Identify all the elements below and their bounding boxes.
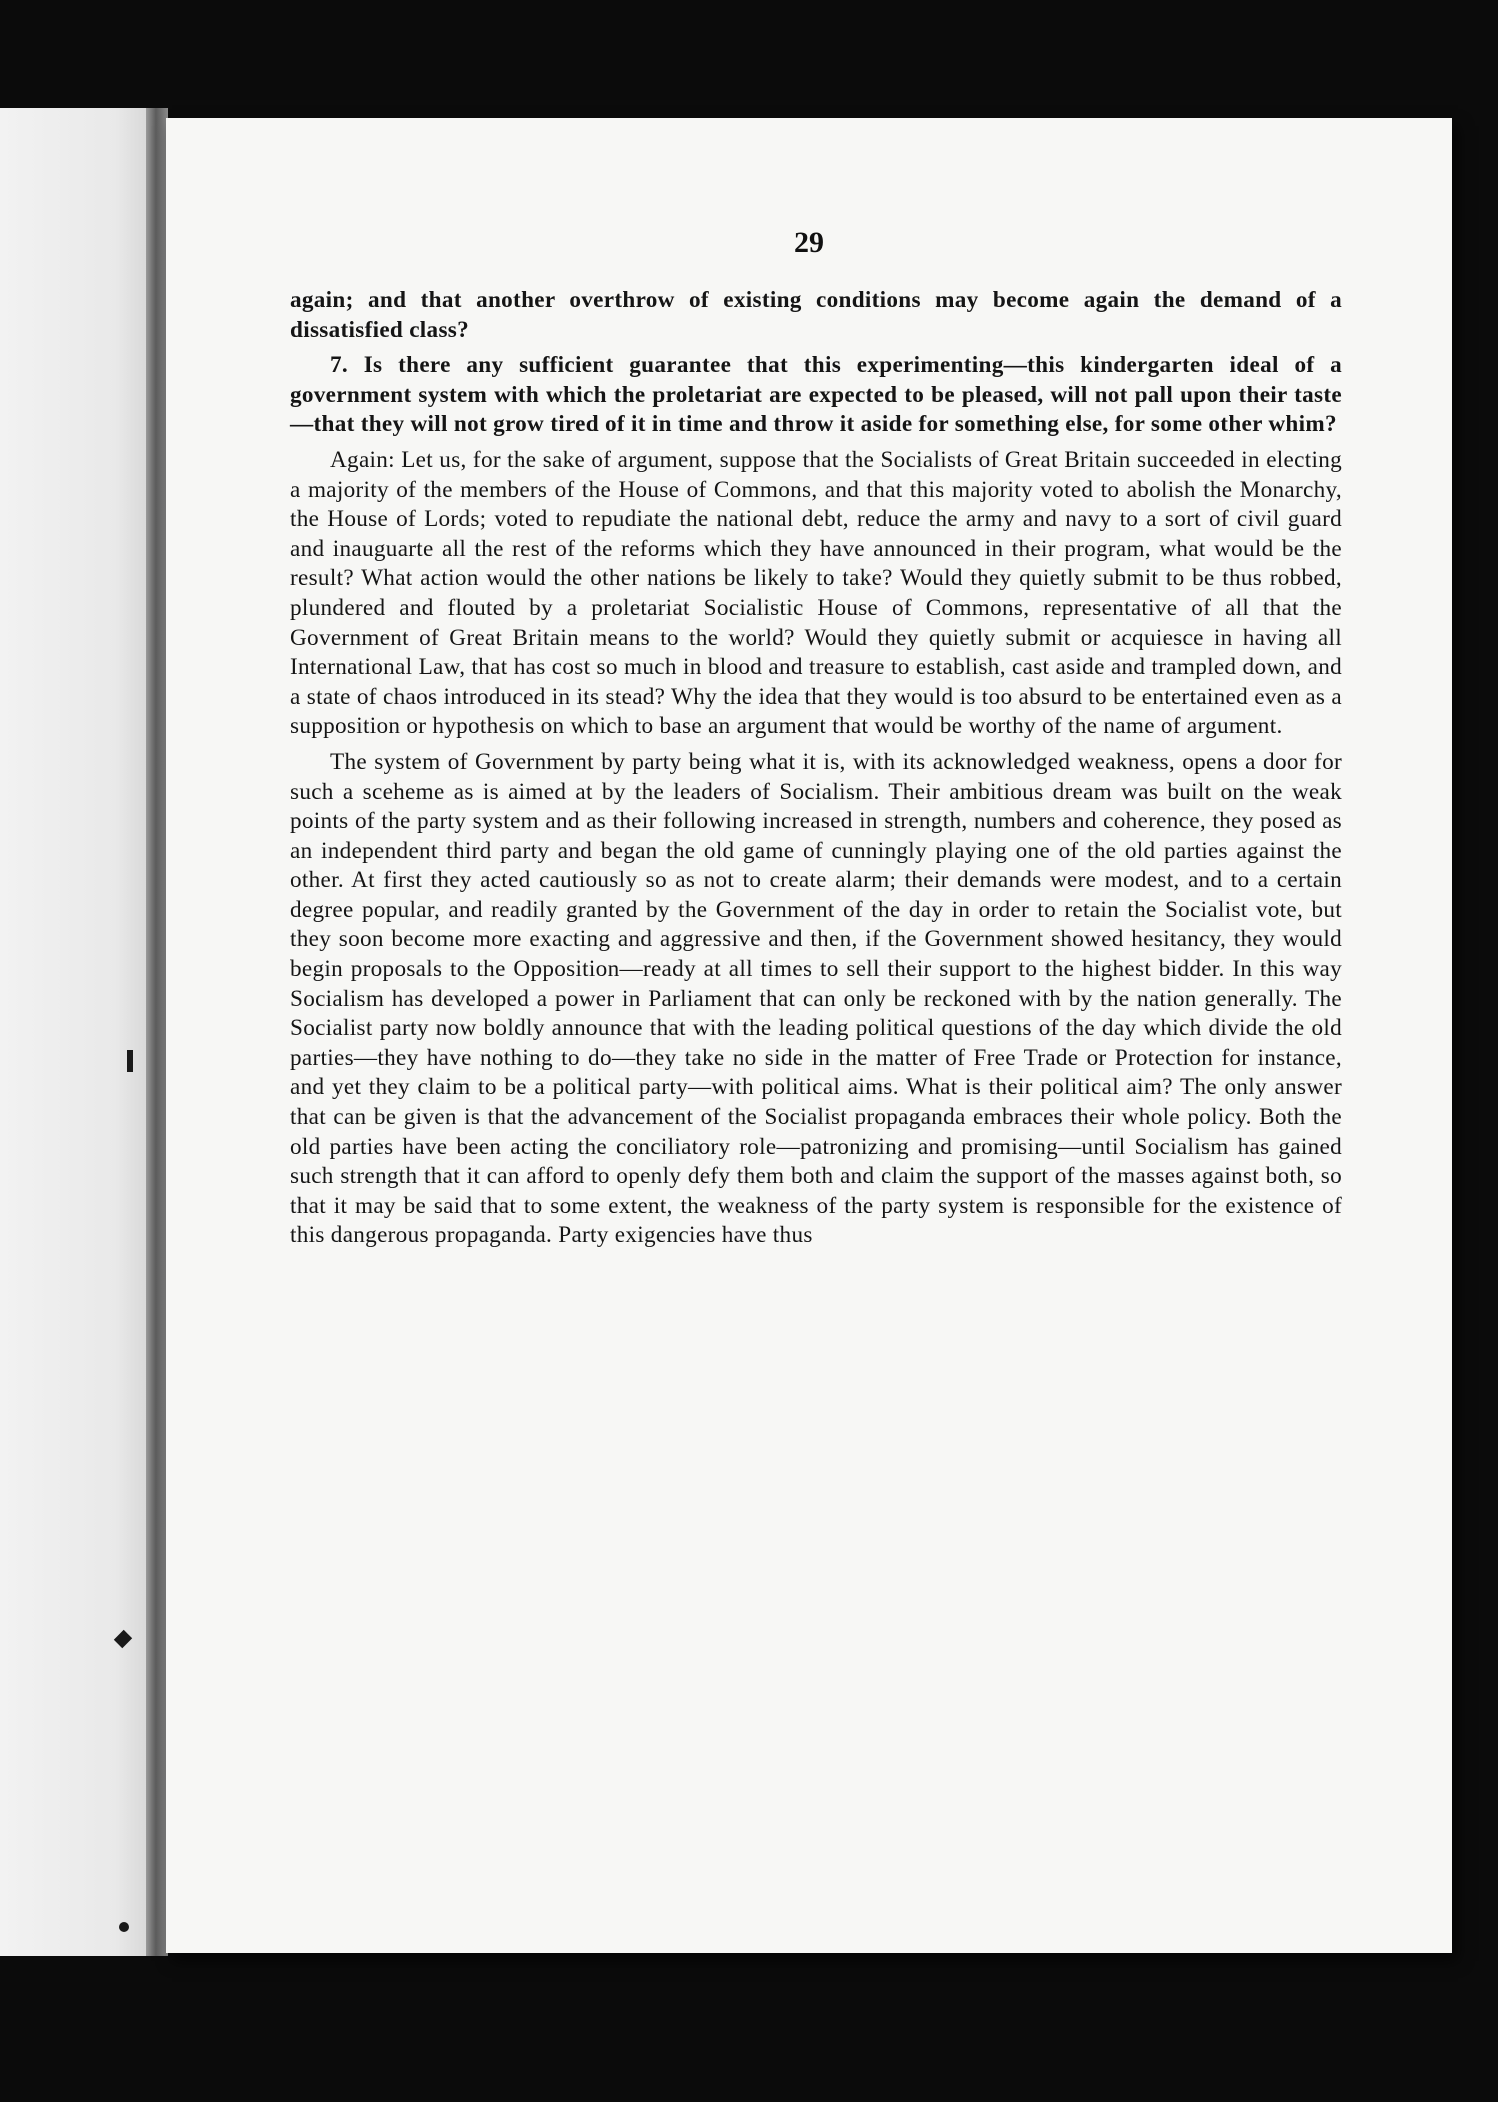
body-text <box>290 286 1342 1257</box>
facing-page <box>0 108 165 1956</box>
paragraph: Again: Let us, for the sake of argument, suppose that the Socialists of Great Britain succeeded in electing a majority of the members of the House of Commons, and that this majority voted to abolish the Monarchy, the House of Lords; voted to repudiate the national debt, reduce the army and navy to a sort of civil guard and inauguarte all the rest of the reforms which they have announced in their program, what would be the result? What action would the other nations be likely to take? Would they quietly submit to be thus robbed, plundered and flouted by a proletariat Socialistic House of Commons, representative of all that the Government of Great Britain means to the world? Would they quietly submit or acquiesce in having all International Law, that has cost so much in blood and treasure to establish, cast aside and trampled down, and a state of chaos introduced in its stead? Why the idea that they would is too absurd to be entertained even as a supposition or hypothesis on which to base an argument that would be worthy of the name of argument. <box>290 446 1342 740</box>
film-mark <box>119 1922 129 1932</box>
paragraph: again; and that another overthrow of existing conditions may become again the demand of a dissatisfied class? <box>290 287 1342 343</box>
page-number: 29 <box>794 226 824 259</box>
document-page <box>166 118 1452 1953</box>
paragraph: The system of Government by party being what it is, with its acknowledged weakness, opens a door for such a sceheme as is aimed at by the leaders of Socialism. Their ambitious dream was built on the weak points of the party system and as their following increased in strength, numbers and coherence, they posed as an independent third party and began the old game of cunningly playing one of the old parties against the other. At first they acted cautiously so as not to create alarm; their demands were modest, and to a certain degree popular, and readily granted by the Government of the day in order to retain the Socialist vote, but they soon become more exacting and aggressive and then, if the Government showed hesitancy, they would begin proposals to the Opposition—ready at all times to sell their support to the highest bidder. In this way Socialism has developed a power in Parliament that can only be reckoned with by the nation generally. The Socialist party now boldly announce that with the leading political questions of the day which divide the old parties—they have nothing to do—they take no side in the matter of Free Trade or Protection for instance, and yet they claim to be a political party—with political aims. What is their political aim? The only answer that can be given is that the advancement of the Socialist propaganda embraces their whole policy. Both the old parties have been acting the conciliatory role—patronizing and promising—until Socialism has gained such strength that it can afford to openly defy them both and claim the support of the masses against both, so that it may be said that to some extent, the weakness of the party system is responsible for the existence of this dangerous propaganda. Party exigencies have thus <box>290 748 1342 1249</box>
film-mark <box>127 1050 133 1072</box>
paragraph: 7. Is there any sufficient guarantee that this experimenting—this kindergarten ideal of a government system with which the proletariat are expected to be pleased, will not pall upon their taste—that they will not grow tired of it in time and throw it aside for something else, for some other whim? <box>290 352 1342 438</box>
book-spine <box>146 108 168 1956</box>
